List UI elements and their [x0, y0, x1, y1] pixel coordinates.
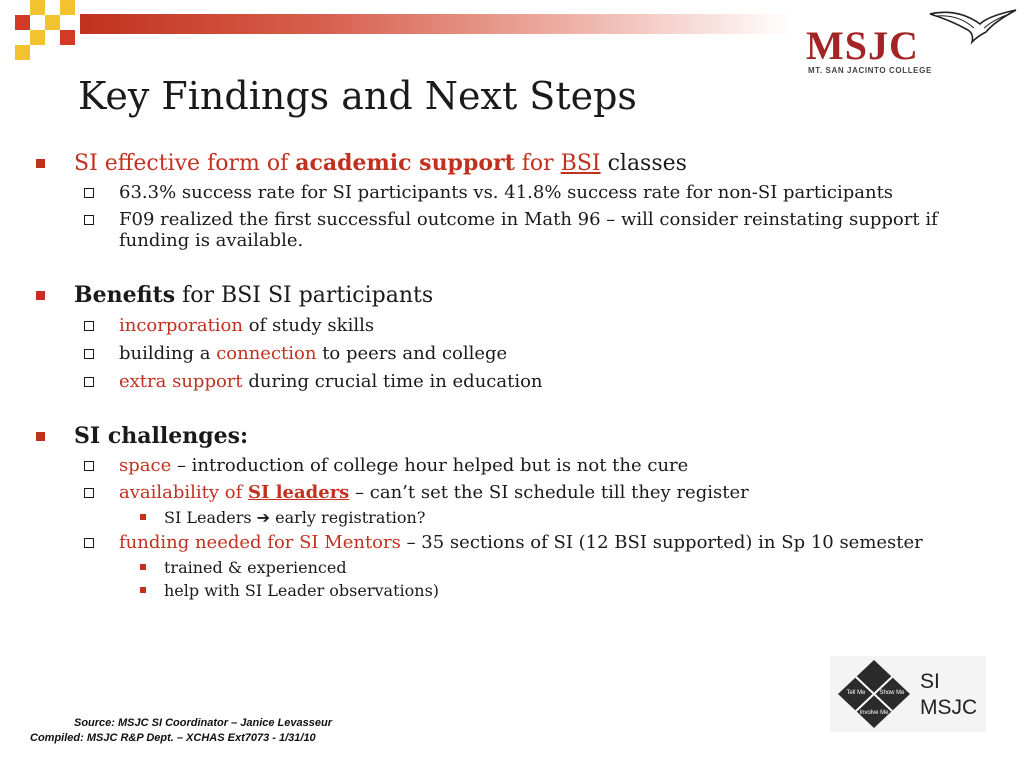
small-square-bullet-icon — [140, 564, 146, 570]
msjc-logo — [800, 6, 1020, 76]
header-gradient-bar — [80, 14, 792, 34]
slide-content — [36, 150, 1006, 601]
small-square-bullet-icon — [140, 587, 146, 593]
sub-bullet: building a connection to peers and college — [36, 343, 1006, 364]
square-bullet-icon — [36, 159, 45, 168]
sub-bullet: 63.3% success rate for SI participants vs. 41.8% success rate for non-SI participants — [36, 182, 1006, 203]
si-logo-text: SI — [920, 670, 940, 693]
sub-bullet: availability of SI leaders – can’t set the SI schedule till they register — [36, 482, 1006, 503]
sub-sub-bullet: SI Leaders ➔ early registration? — [36, 507, 1006, 528]
square-bullet-icon — [36, 432, 45, 441]
hollow-square-bullet-icon — [84, 488, 94, 498]
tell-me-label: Tell Me — [846, 690, 866, 696]
footer — [30, 716, 332, 746]
hollow-square-bullet-icon — [84, 321, 94, 331]
sub-bullet: incorporation of study skills — [36, 315, 1006, 336]
logo-subtitle: MT. SAN JACINTO COLLEGE — [808, 66, 932, 75]
sub-bullet: extra support during crucial time in education — [36, 371, 1006, 392]
bullet-benefits: Benefits for BSI SI participants — [36, 282, 1006, 309]
si-leaders-link[interactable]: SI leaders — [248, 482, 350, 503]
sub-bullet: space – introduction of college hour helped but is not the cure — [36, 455, 1006, 476]
sub-bullet: funding needed for SI Mentors – 35 sections of SI (12 BSI supported) in Sp 10 semester — [36, 532, 1006, 553]
page-title: Key Findings and Next Steps — [78, 74, 637, 118]
hollow-square-bullet-icon — [84, 188, 94, 198]
involve-me-label: Involve Me — [859, 710, 889, 716]
si-msjc-logo — [830, 656, 986, 732]
si-diamond-graphic — [830, 656, 918, 732]
sub-bullet: F09 realized the first successful outcome in Math 96 – will consider reinstating support if funding is available. — [36, 209, 1006, 251]
small-square-bullet-icon — [140, 514, 146, 520]
hollow-square-bullet-icon — [84, 215, 94, 225]
bullet-challenges: SI challenges: — [36, 423, 1006, 450]
sub-sub-bullet: help with SI Leader observations) — [36, 580, 1006, 601]
corner-decoration — [0, 0, 80, 60]
logo-wordmark: MSJC — [806, 23, 919, 68]
si-logo-subtext: MSJC — [920, 696, 978, 719]
square-bullet-icon — [36, 291, 45, 300]
bullet-effective-support: SI effective form of academic support for BSI classes — [36, 150, 1006, 177]
bsi-link[interactable]: BSI — [560, 151, 601, 176]
footer-compiled: Compiled: MSJC R&P Dept. – XCHAS Ext7073 - 1/31/10 — [30, 732, 316, 744]
hollow-square-bullet-icon — [84, 349, 94, 359]
show-me-label: Show Me — [879, 690, 905, 696]
hollow-square-bullet-icon — [84, 538, 94, 548]
hollow-square-bullet-icon — [84, 377, 94, 387]
footer-source: Source: MSJC SI Coordinator – Janice Levasseur — [74, 717, 332, 729]
hollow-square-bullet-icon — [84, 461, 94, 471]
sub-sub-bullet: trained & experienced — [36, 557, 1006, 578]
eagle-icon — [928, 6, 1018, 46]
